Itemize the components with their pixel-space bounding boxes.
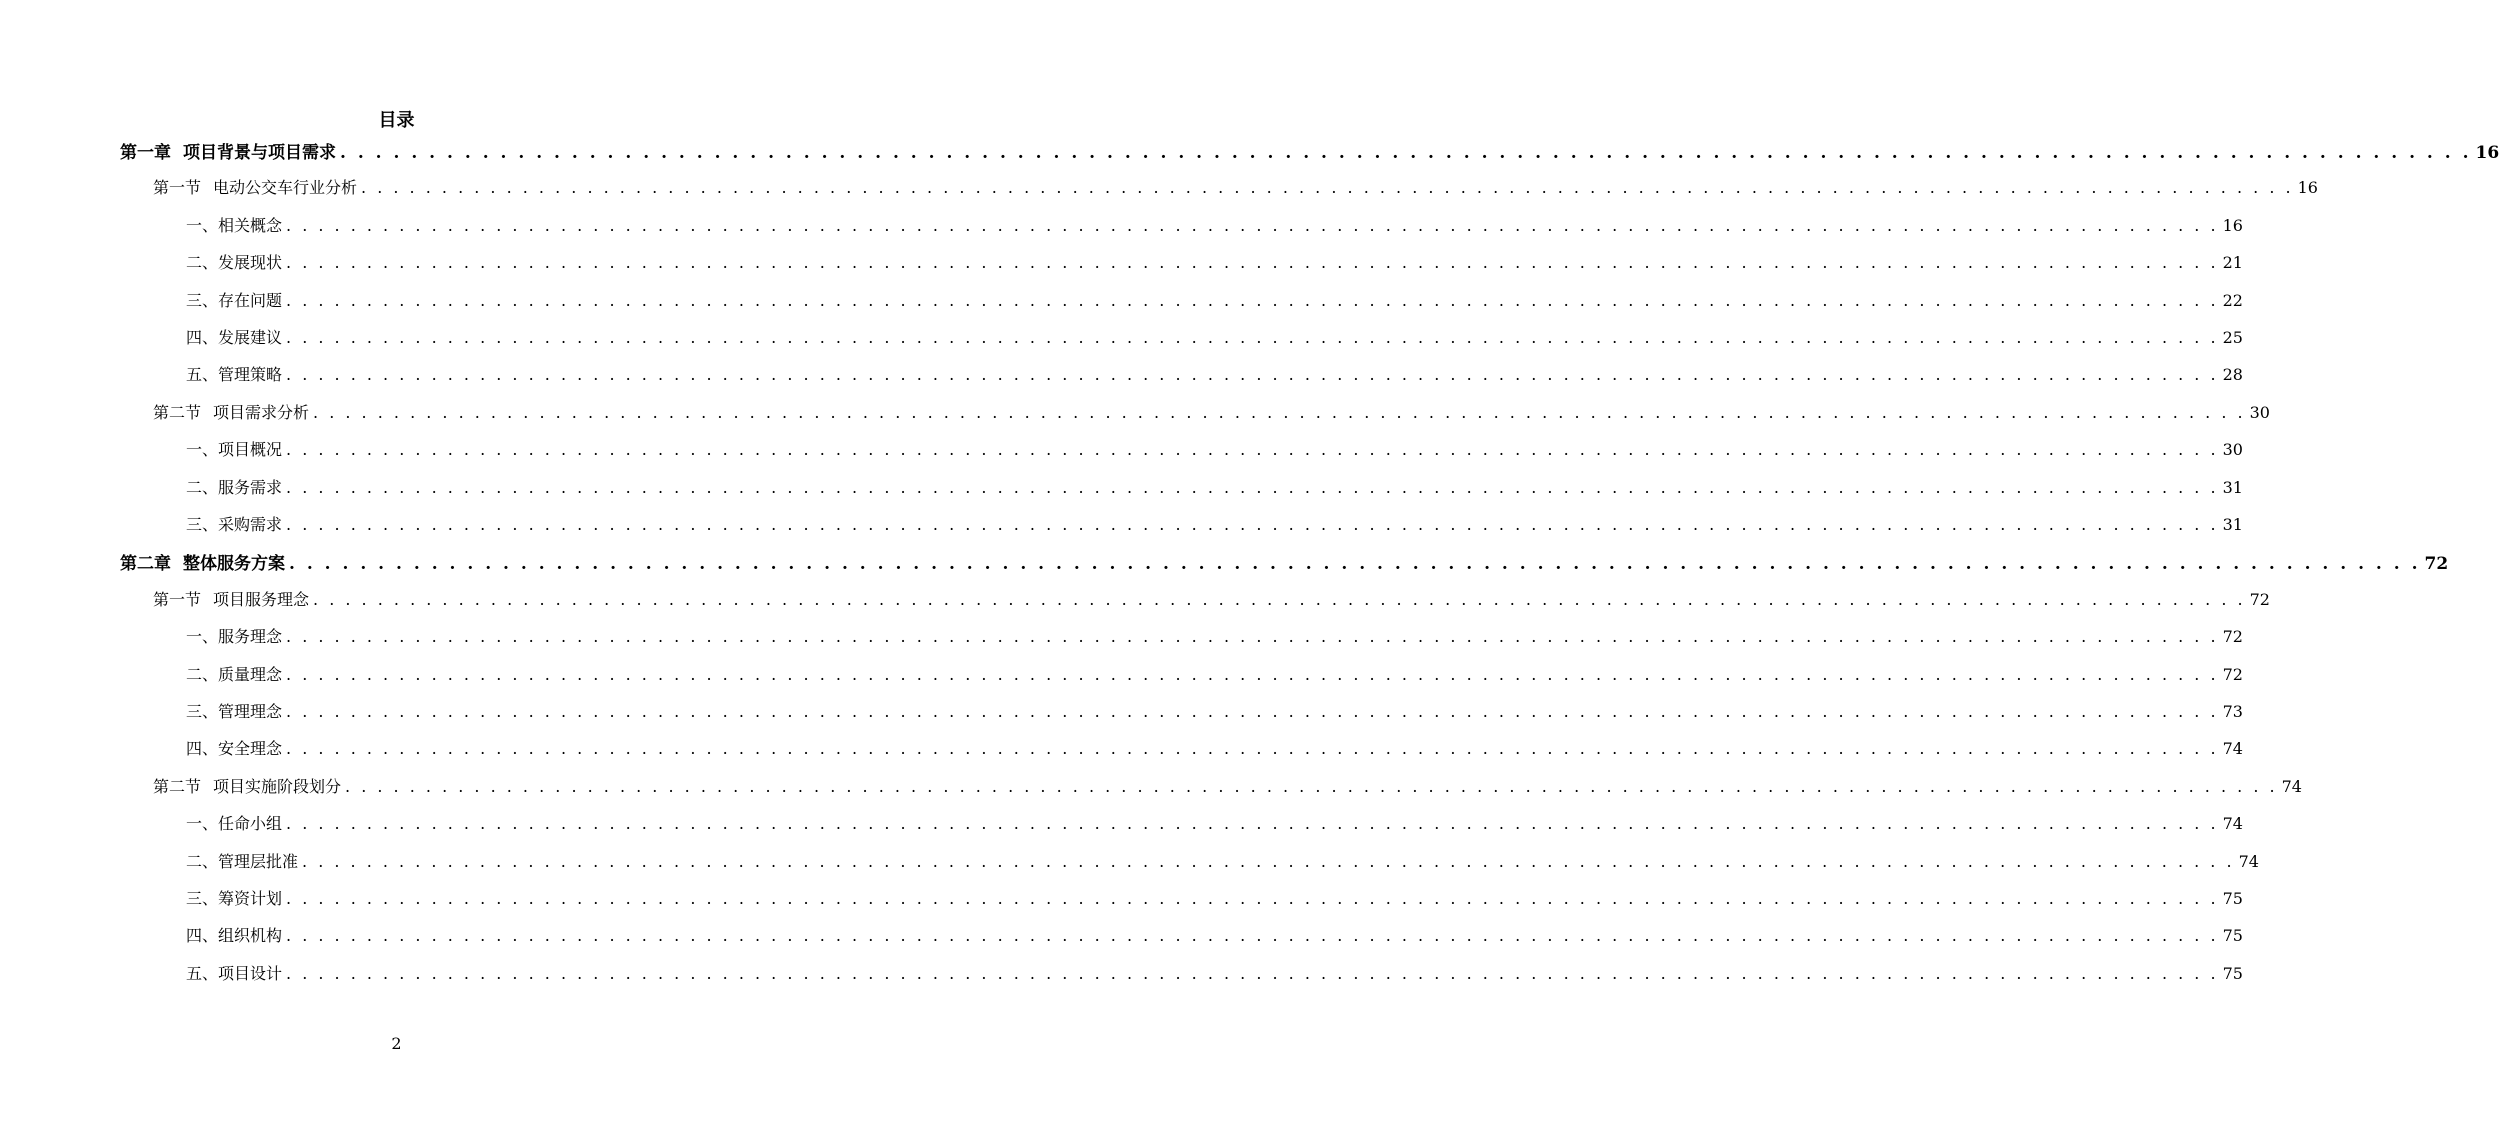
toc-entry-number: 第二节 (153, 776, 202, 796)
toc-entry[interactable] (186, 475, 2243, 499)
toc-entry[interactable] (186, 811, 2243, 835)
toc-entry-text: 项目服务理念 (213, 589, 310, 609)
toc-entry-page: 16 (2222, 215, 2243, 235)
toc-entry-number: 第一节 (153, 589, 202, 609)
toc-entry-page: 75 (2222, 889, 2243, 908)
toc-entry-page: 30 (2222, 440, 2243, 460)
toc-leader-dots: . . . . . . . . . . . . . . . . . . . . . . . . . . . . . . . . . . . . . . . . . . . . . . . . . . . . . . . . . . . . . . . . . . . . . . . . . . . . . . . . . . . . . . . . . . . . . . . . . . . . . . . . . . . . . . . . . . . . . . . . (313, 589, 2246, 609)
toc-entry-label (186, 923, 286, 946)
toc-entry[interactable] (153, 400, 2270, 424)
toc-entry-label (120, 549, 289, 574)
toc-leader-dots: . . . . . . . . . . . . . . . . . . . . . . . . . . . . . . . . . . . . . . . . . . . . . . . . . . . . . . . . . . . . . . . . . . . . . . . . . . . . . . . . . . . . . . . . . . . . . . . . . . . . . . . . . . . . . . . . . . . . . . . . (286, 253, 2219, 273)
toc-entry-label (186, 475, 286, 498)
toc-entry-text: 二、发展现状 (186, 253, 283, 273)
toc-leader-dots: . . . . . . . . . . . . . . . . . . . . . . . . . . . . . . . . . . . . . . . . . . . . . . . . . . . . . . . . . . . . . . . . . . . . . . . . . . . . . . . . . . . . . . . . . . . . . . . . . . . . . . . . . . . . . . . . . . . . . . . . (286, 477, 2219, 497)
toc-entry-number: 第一节 (153, 178, 202, 198)
toc-leader-dots: . . . . . . . . . . . . . . . . . . . . . . . . . . . . . . . . . . . . . . . . . . . . . . . . . . . . . . . . . . . . . . . . . . . . . . . . . . . . . . . . . . . . . . . . . . . . . . . . . . . . . . . . . . . . . . . . . . . . . . . . (361, 178, 2294, 198)
toc-entry-label (153, 774, 345, 797)
toc-leader-dots: . . . . . . . . . . . . . . . . . . . . . . . . . . . . . . . . . . . . . . . . . . . . . . . . . . . . . . . . . . . . . . . . . . . . . . . . . . . . . . . . . . . . . . . . . . . . . . . . . . . . . . . . . . . . . . . . . . . . . . . . (286, 814, 2219, 834)
toc-entry[interactable] (186, 886, 2243, 910)
toc-entry-text: 五、管理策略 (186, 365, 283, 385)
toc-entry-label (186, 811, 286, 834)
toc-entry-label (186, 213, 286, 236)
toc-entry-page: 30 (2249, 402, 2270, 422)
toc-entry-label (120, 138, 340, 163)
toc-entry[interactable] (186, 923, 2243, 947)
toc-entry-label (186, 624, 286, 647)
toc-entry-label (186, 736, 286, 759)
toc-entry-page: 31 (2222, 477, 2243, 497)
toc-entry-text: 电动公交车行业分析 (213, 178, 358, 198)
toc-entry[interactable] (120, 138, 2499, 163)
toc-entry-label (186, 961, 286, 984)
toc-entry[interactable] (186, 736, 2243, 760)
toc-entry-label (153, 400, 313, 423)
toc-entry[interactable] (153, 774, 2302, 798)
toc-entry-page: 22 (2222, 290, 2243, 310)
toc-leader-dots: . . . . . . . . . . . . . . . . . . . . . . . . . . . . . . . . . . . . . . . . . . . . . . . . . . . . . . . . . . . . . . . . . . . . . . . . . . . . . . . . . . . . . . . . . . . . . . . . . . . . . . . . . . . . . . . . . . . . . . . . (286, 889, 2219, 908)
toc-entry-text: 二、管理层批准 (186, 851, 299, 871)
toc-entry-label (186, 886, 286, 909)
toc-entry[interactable] (186, 250, 2243, 274)
toc-entry-label (186, 288, 286, 311)
toc-entry-text: 四、发展建议 (186, 328, 283, 347)
toc-entry-text: 整体服务方案 (183, 554, 285, 575)
toc-entry-page: 28 (2222, 365, 2243, 385)
toc-entry-text: 一、服务理念 (186, 627, 283, 647)
toc-leader-dots: . . . . . . . . . . . . . . . . . . . . . . . . . . . . . . . . . . . . . . . . . . . . . . . . . . . . . . . . . . . . . . . . . . . . . . . . . . . . . . . . . . . . . . . . . . . . . . . . . . . . . . . . . . . . . . . . . . . . . . . . (286, 328, 2219, 347)
toc-entry-text: 一、任命小组 (186, 814, 283, 834)
toc-entry-text: 三、采购需求 (186, 515, 283, 534)
toc-leader-dots: . . . . . . . . . . . . . . . . . . . . . . . . . . . . . . . . . . . . . . . . . . . . . . . . . . . . . . . . . . . . . . . . . . . . . . . . . . . . . . . . . . . . . . . . . . . . . . . . . . . . . . . . . . . . . . . . . . . . . . . . (340, 143, 2472, 163)
toc-leader-dots: . . . . . . . . . . . . . . . . . . . . . . . . . . . . . . . . . . . . . . . . . . . . . . . . . . . . . . . . . . . . . . . . . . . . . . . . . . . . . . . . . . . . . . . . . . . . . . . . . . . . . . . . . . . . . . . . . . . . . . . . (286, 365, 2219, 385)
toc-entry[interactable] (186, 512, 2243, 536)
toc-entry-label (153, 175, 361, 198)
toc-entry-label (186, 512, 286, 535)
toc-entry-page: 72 (2424, 554, 2449, 575)
toc-entry-text: 项目背景与项目需求 (183, 143, 336, 163)
toc-entry-page: 75 (2222, 926, 2243, 946)
toc-entry-page: 25 (2222, 328, 2243, 347)
toc-entry-number: 第二章 (120, 554, 171, 575)
toc-entry-page: 72 (2222, 664, 2243, 684)
toc-leader-dots: . . . . . . . . . . . . . . . . . . . . . . . . . . . . . . . . . . . . . . . . . . . . . . . . . . . . . . . . . . . . . . . . . . . . . . . . . . . . . . . . . . . . . . . . . . . . . . . . . . . . . . . . . . . . . . . . . . . . . . . . (286, 627, 2219, 647)
toc-entry-text: 二、质量理念 (186, 664, 283, 684)
toc-entry-page: 74 (2281, 776, 2302, 796)
toc-entry-label (186, 250, 286, 273)
toc-leader-dots: . . . . . . . . . . . . . . . . . . . . . . . . . . . . . . . . . . . . . . . . . . . . . . . . . . . . . . . . . . . . . . . . . . . . . . . . . . . . . . . . . . . . . . . . . . . . . . . . . . . . . . . . . . . . . . . . . . . . . . . . (286, 926, 2219, 946)
toc-leader-dots: . . . . . . . . . . . . . . . . . . . . . . . . . . . . . . . . . . . . . . . . . . . . . . . . . . . . . . . . . . . . . . . . . . . . . . . . . . . . . . . . . . . . . . . . . . . . . . . . . . . . . . . . . . . . . . . . . . . . . . . . (286, 664, 2219, 684)
toc-entry-number: 第一章 (120, 143, 171, 163)
toc-entry[interactable] (186, 288, 2243, 312)
toc-entry-text: 一、项目概况 (186, 440, 283, 460)
toc-entry-text: 一、相关概念 (186, 215, 283, 235)
toc-entry[interactable] (186, 849, 2259, 873)
toc-entry-label (186, 699, 286, 722)
toc-entry-text: 四、组织机构 (186, 926, 283, 946)
toc-entry-text: 二、服务需求 (186, 477, 283, 497)
toc-entry-page: 75 (2222, 963, 2243, 983)
toc-entry-page: 73 (2222, 702, 2243, 721)
toc-entry-text: 五、项目设计 (186, 963, 283, 983)
toc-entry[interactable] (120, 549, 2449, 575)
toc-entry-page: 72 (2222, 627, 2243, 647)
toc-entry-label (153, 587, 313, 610)
toc-entry-label (186, 437, 286, 460)
toc-leader-dots: . . . . . . . . . . . . . . . . . . . . . . . . . . . . . . . . . . . . . . . . . . . . . . . . . . . . . . . . . . . . . . . . . . . . . . . . . . . . . . . . . . . . . . . . . . . . . . . . . . . . . . . . . . . . . . . . . . . . . . . . (302, 851, 2235, 871)
toc-leader-dots: . . . . . . . . . . . . . . . . . . . . . . . . . . . . . . . . . . . . . . . . . . . . . . . . . . . . . . . . . . . . . . . . . . . . . . . . . . . . . . . . . . . . . . . . . . . . . . . . . . . . . . . . . . . . . . . . . . . . . . . . (313, 402, 2246, 422)
toc-leader-dots: . . . . . . . . . . . . . . . . . . . . . . . . . . . . . . . . . . . . . . . . . . . . . . . . . . . . . . . . . . . . . . . . . . . . . . . . . . . . . . . . . . . . . . . . . . . . . . . . . . . . . . . . . . . . . . . . . . . . . . . . (286, 515, 2219, 534)
toc-leader-dots: . . . . . . . . . . . . . . . . . . . . . . . . . . . . . . . . . . . . . . . . . . . . . . . . . . . . . . . . . . . . . . . . . . . . . . . . . . . . . . . . . . . . . . . . . . . . . . . . . . . . . . . . . . . . . . . . . . . . . . . . (286, 215, 2219, 235)
toc-entry-page: 72 (2249, 589, 2270, 609)
toc-entry[interactable] (186, 699, 2243, 723)
toc-entry-text: 四、安全理念 (186, 739, 283, 759)
toc-leader-dots: . . . . . . . . . . . . . . . . . . . . . . . . . . . . . . . . . . . . . . . . . . . . . . . . . . . . . . . . . . . . . . . . . . . . . . . . . . . . . . . . . . . . . . . . . . . . . . . . . . . . . . . . . . . . . . . . . . . . . . . . (345, 776, 2278, 796)
toc-entry-number: 第二节 (153, 402, 202, 422)
toc-entry-text: 项目实施阶段划分 (213, 776, 342, 796)
toc-leader-dots: . . . . . . . . . . . . . . . . . . . . . . . . . . . . . . . . . . . . . . . . . . . . . . . . . . . . . . . . . . . . . . . . . . . . . . . . . . . . . . . . . . . . . . . . . . . . . . . . . . . . . . . . . . . . . . . . . . . . . . . . (289, 554, 2421, 575)
toc-entry-page: 16 (2475, 143, 2499, 163)
page-number: 2 (391, 1034, 402, 1053)
toc-entry[interactable] (186, 662, 2243, 686)
toc-entry-label (186, 362, 286, 385)
toc-entry[interactable] (153, 587, 2270, 611)
toc-entry-page: 31 (2222, 515, 2243, 534)
toc-entry-text: 三、存在问题 (186, 290, 283, 310)
toc-leader-dots: . . . . . . . . . . . . . . . . . . . . . . . . . . . . . . . . . . . . . . . . . . . . . . . . . . . . . . . . . . . . . . . . . . . . . . . . . . . . . . . . . . . . . . . . . . . . . . . . . . . . . . . . . . . . . . . . . . . . . . . . (286, 702, 2219, 721)
toc-leader-dots: . . . . . . . . . . . . . . . . . . . . . . . . . . . . . . . . . . . . . . . . . . . . . . . . . . . . . . . . . . . . . . . . . . . . . . . . . . . . . . . . . . . . . . . . . . . . . . . . . . . . . . . . . . . . . . . . . . . . . . . . (286, 290, 2219, 310)
toc-entry-page: 74 (2238, 851, 2259, 871)
toc-leader-dots: . . . . . . . . . . . . . . . . . . . . . . . . . . . . . . . . . . . . . . . . . . . . . . . . . . . . . . . . . . . . . . . . . . . . . . . . . . . . . . . . . . . . . . . . . . . . . . . . . . . . . . . . . . . . . . . . . . . . . . . . (286, 739, 2219, 759)
toc-entry[interactable] (186, 437, 2243, 461)
toc-entry-page: 74 (2222, 739, 2243, 759)
toc-entry[interactable] (186, 325, 2243, 349)
toc-entry-text: 三、筹资计划 (186, 889, 283, 908)
toc-entry-page: 16 (2297, 178, 2318, 198)
toc-entry-text: 三、管理理念 (186, 702, 283, 721)
toc-entry[interactable] (186, 624, 2243, 648)
toc-entry-text: 项目需求分析 (213, 402, 310, 422)
toc-entry[interactable] (186, 961, 2243, 985)
toc-leader-dots: . . . . . . . . . . . . . . . . . . . . . . . . . . . . . . . . . . . . . . . . . . . . . . . . . . . . . . . . . . . . . . . . . . . . . . . . . . . . . . . . . . . . . . . . . . . . . . . . . . . . . . . . . . . . . . . . . . . . . . . . (286, 963, 2219, 983)
toc-title: 目录 (378, 110, 415, 131)
toc-leader-dots: . . . . . . . . . . . . . . . . . . . . . . . . . . . . . . . . . . . . . . . . . . . . . . . . . . . . . . . . . . . . . . . . . . . . . . . . . . . . . . . . . . . . . . . . . . . . . . . . . . . . . . . . . . . . . . . . . . . . . . . . (286, 440, 2219, 460)
toc-entry[interactable] (186, 362, 2243, 386)
toc-entry-label (186, 662, 286, 685)
toc-entry[interactable] (153, 175, 2318, 199)
toc-entry-page: 21 (2222, 253, 2243, 273)
toc-entry[interactable] (186, 213, 2243, 237)
toc-entry-label (186, 849, 302, 872)
toc-entry-label (186, 325, 286, 348)
toc-entry-page: 74 (2222, 814, 2243, 834)
